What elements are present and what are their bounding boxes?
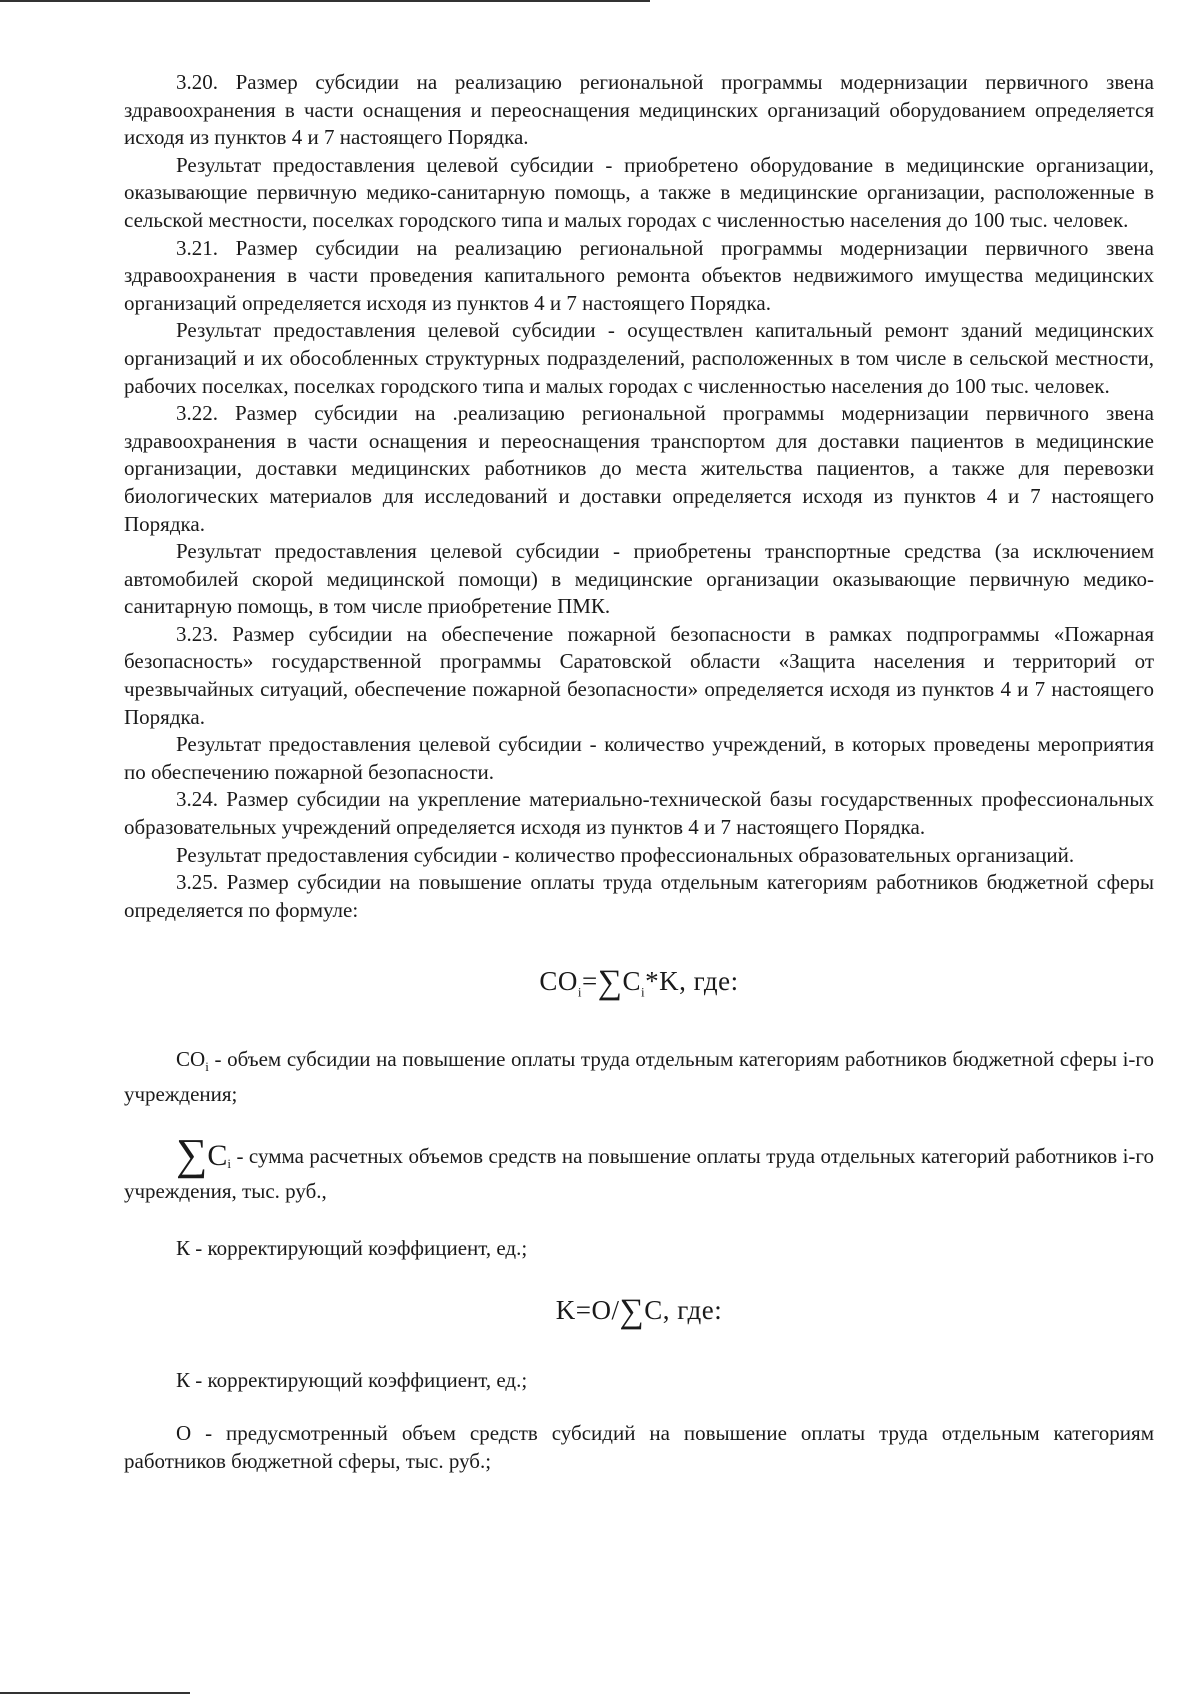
spacer (124, 1394, 1154, 1420)
formula-k (124, 1293, 1154, 1331)
paragraph-3-21: 3.21. Размер субсидии на реализацию региональной программы модернизации первичного звена здравоохранения в части проведения капитального ремонта объектов недвижимого имущества медицинских организаций определяется исходя из пунктов 4 и 7 настоящего Порядка. (124, 235, 1154, 315)
formula-co (124, 964, 1154, 1002)
definition-k-second: К - корректирующий коэффициент, ед.; (176, 1367, 528, 1392)
formula-co-lhs-sub: i (577, 984, 583, 1000)
paragraph-3-25: 3.25. Размер субсидии на повышение оплаты труда отдельным категориям работников бюджетной сферы определяется по формуле: (124, 870, 1154, 922)
formula-k-lhs: K=O/ (555, 1294, 620, 1325)
sigma-symbol: ∑ (619, 1292, 645, 1330)
formula-co-c-sub: i (641, 984, 646, 1000)
definition-sum (124, 1129, 1154, 1205)
definition-co-text: - объем субсидии на повышение оплаты труда отдельным категориям работников бюджетной сферы i-го учреждения; (124, 1047, 1154, 1107)
paragraph-3-23: 3.23. Размер субсидии на обеспечение пожарной безопасности в рамках подпрограммы «Пожарная безопасность» государственной программы Саратовской области «Защита населения и территорий от чрезвычайных ситуаций, обеспечение пожарной безопасности» определяется исходя из пунктов 4 и 7 настоящего Порядка. (124, 621, 1154, 729)
paragraph-3-24: 3.24. Размер субсидии на укрепление материально-технической базы государственных профессиональных образовательных учреждений определяется исходя из пунктов 4 и 7 настоящего Порядка. (124, 787, 1154, 840)
definition-sum-c: C (207, 1138, 228, 1172)
scan-edge-bottom (0, 1692, 190, 1694)
definition-sum-text: - сумма расчетных объемов средств на повышение оплаты труда отдельных категорий работников i-го учреждения, тыс. руб., (124, 1143, 1154, 1203)
definition-sum-sub: i (227, 1155, 232, 1171)
spacer (124, 1109, 1154, 1141)
definition-co (124, 1046, 1154, 1108)
paragraph-3-22: 3.22. Размер субсидии на .реализацию региональной программы модернизации первичного звена здравоохранения в части оснащения и переоснащения транспортом для доставки пациентов в медицинские организации, доставки медицинских работников до места жительства пациентов, а также для перевозки биологических материалов для исследований и доставки определяется исходя из пунктов 4 и 7 настоящего Порядка. (124, 401, 1154, 536)
scan-edge-top (0, 0, 650, 2)
paragraph-3-22-result: Результат предоставления целевой субсидии - приобретены транспортные средства (за исключением автомобилей скорой медицинской помощи) в медицинские организации оказывающие первичную медико-санитарную помощь, в том числе приобретение ПМК. (124, 539, 1154, 619)
formula-co-eq: = (582, 966, 598, 997)
paragraph-3-20-result: Результат предоставления целевой субсидии - приобретено оборудование в медицинские организации, оказывающие первичную медико-санитарную помощь, а также в медицинские организации, расположенные в сельской местности, поселках городского типа и малых городах с численностью населения до 100 тыс. человек. (124, 152, 1154, 232)
paragraph-3-21-result: Результат предоставления целевой субсидии - осуществлен капитальный ремонт зданий медицинских организаций и их обособленных структурных подразделений, расположенных в том числе в сельской местности, рабочих поселках, поселках городского типа и малых городах с численностью населения до 100 тыс. человек. (124, 318, 1154, 398)
formula-co-rest: *K, где: (645, 966, 739, 997)
definition-k-first: К - корректирующий коэффициент, ед.; (176, 1236, 528, 1261)
formula-co-lhs: CO (539, 966, 578, 997)
sigma-symbol: ∑ (597, 964, 623, 1002)
paragraph-3-23-result: Результат предоставления целевой субсидии - количество учреждений, в которых проведены мероприятия по обеспечению пожарной безопасности. (124, 732, 1154, 784)
formula-k-rest: C, где: (644, 1294, 723, 1325)
paragraph-3-24-result: Результат предоставления субсидии - количество профессиональных образовательных организаций. (176, 842, 1075, 867)
sigma-symbol: ∑ (176, 1129, 208, 1179)
definition-o: О - предусмотренный объем средств субсидий на повышение оплаты труда отдельным категориям работников бюджетной сферы, тыс. руб.; (124, 1421, 1154, 1473)
definition-co-symbol: $CO_i$ (176, 1047, 209, 1075)
spacer (124, 1205, 1154, 1235)
paragraph-3-20: 3.20. Размер субсидии на реализацию региональной программы модернизации первичного звена здравоохранения в части оснащения и переоснащения медицинских организаций оборудованием определяется исходя из пунктов 4 и 7 настоящего Порядка. (124, 70, 1154, 150)
formula-co-c: C (622, 966, 642, 997)
document-page (124, 69, 1154, 1476)
